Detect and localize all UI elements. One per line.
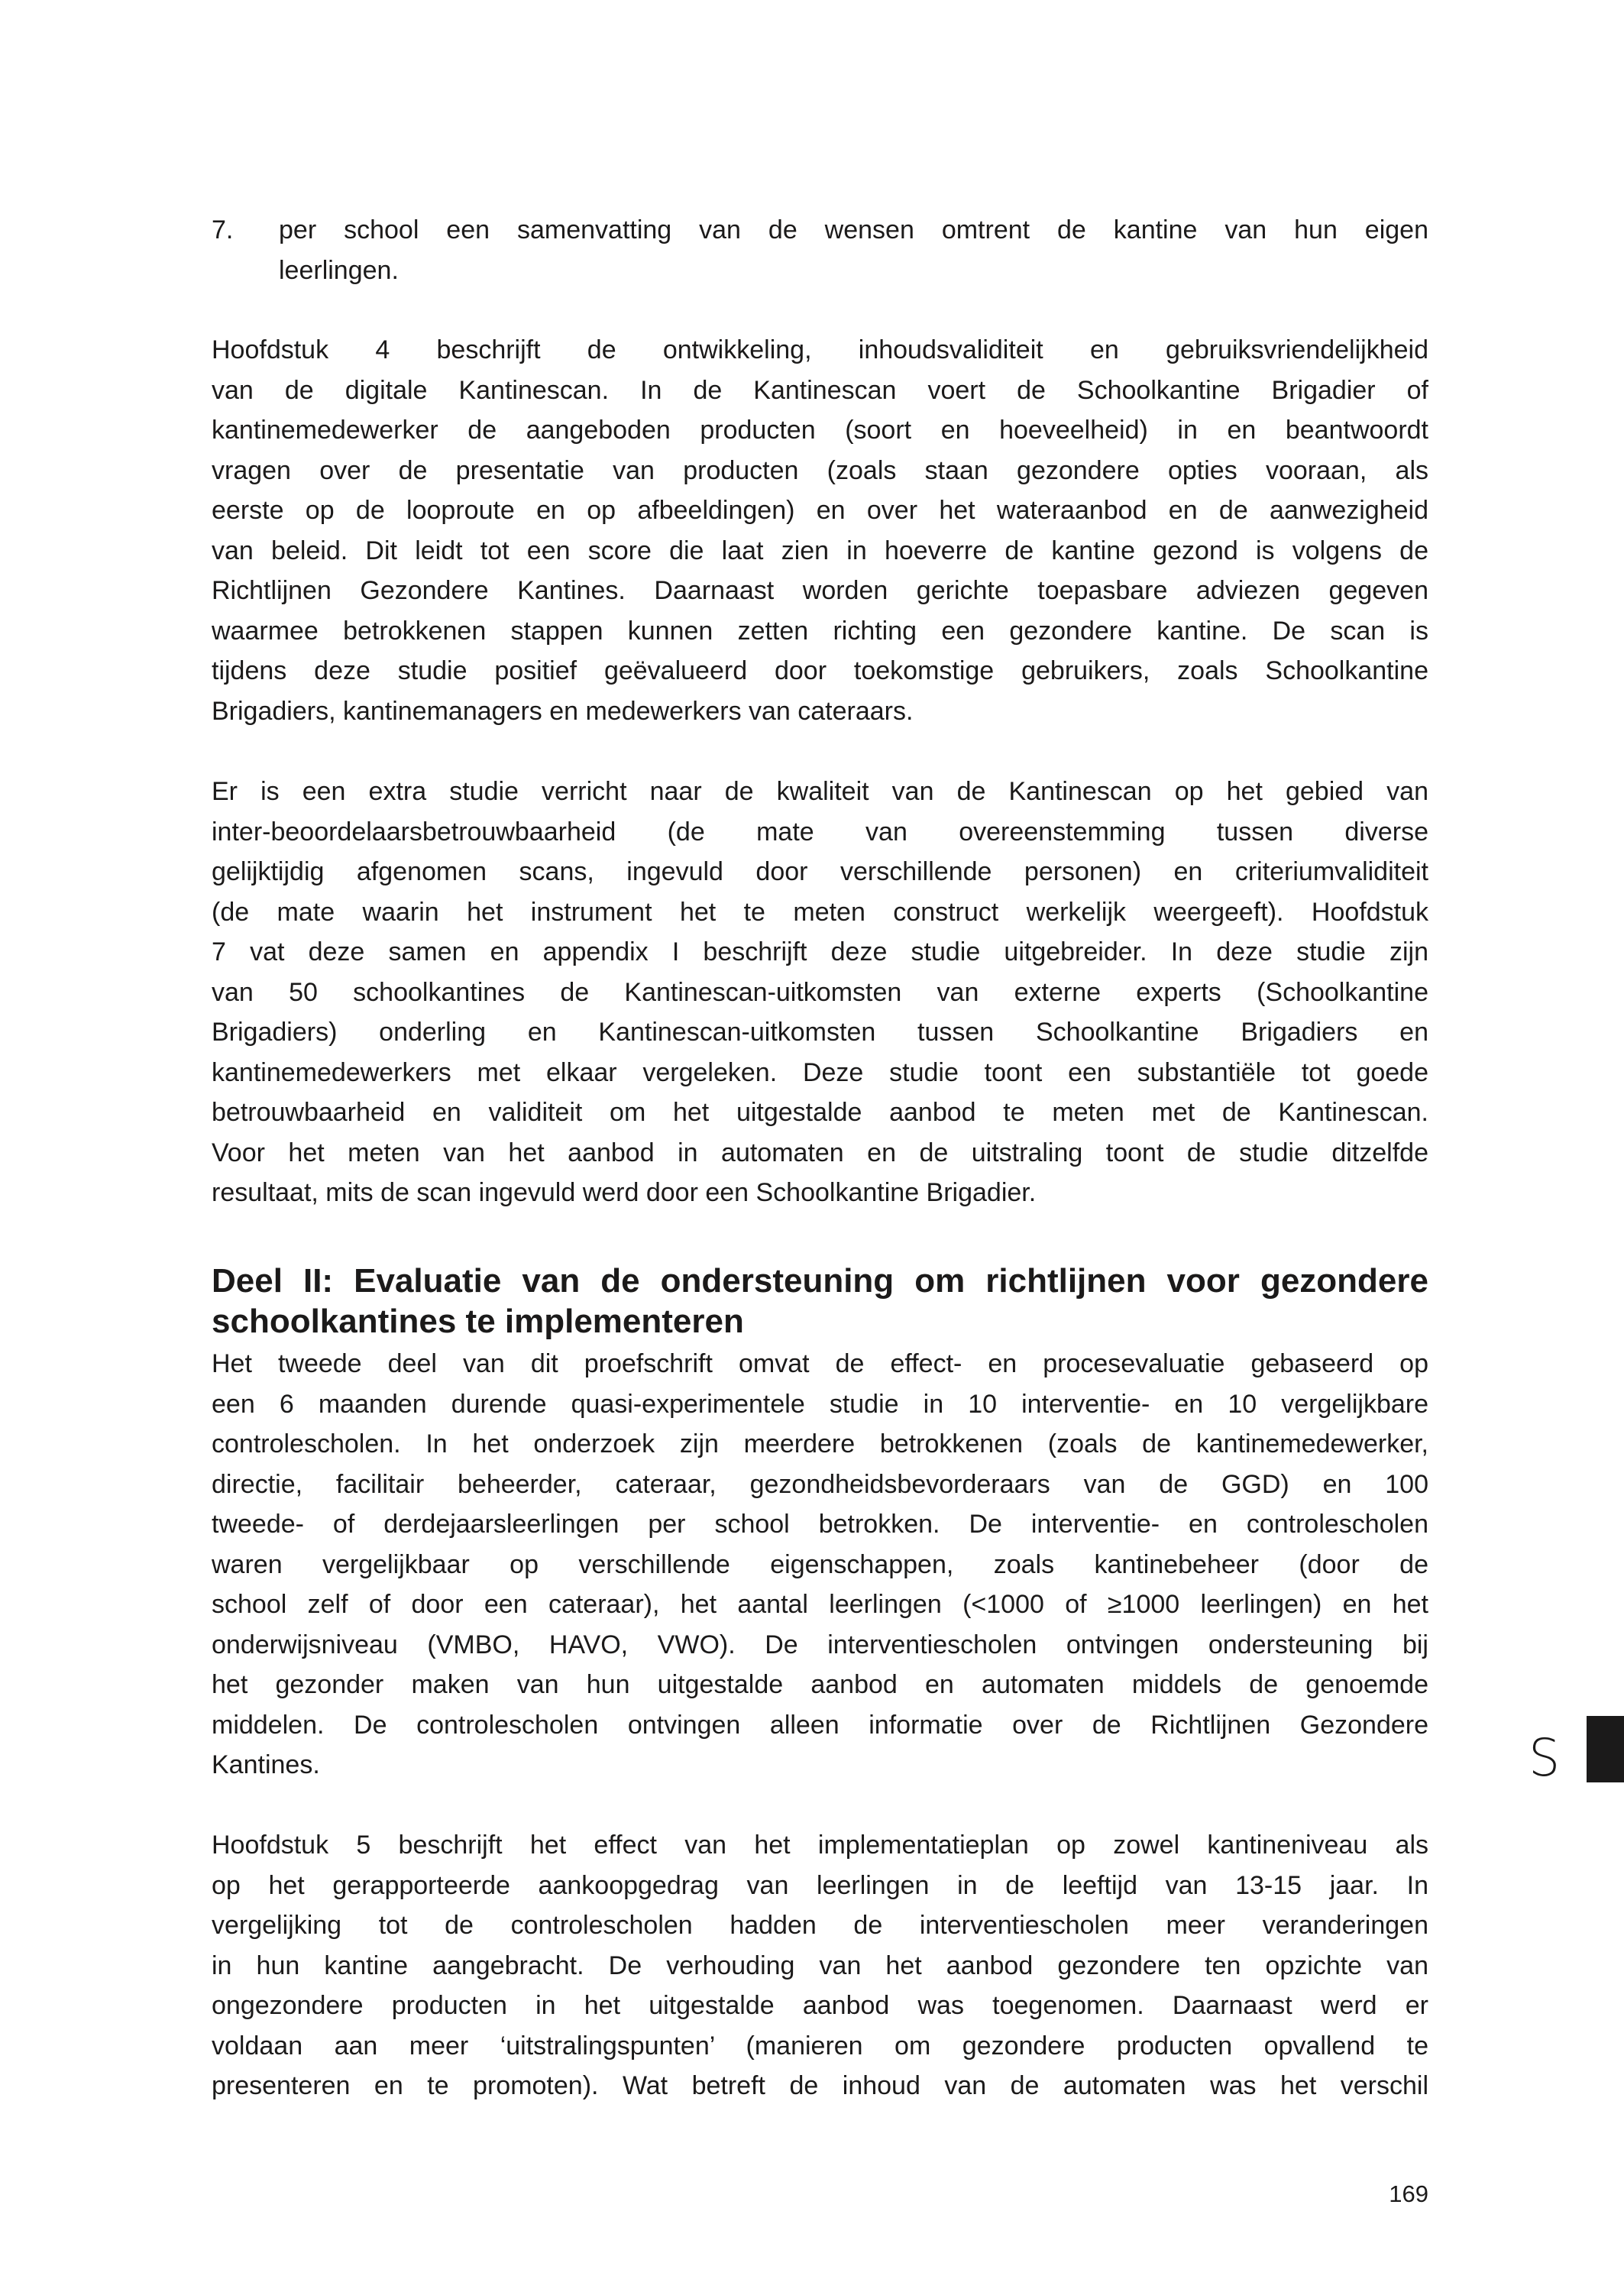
- text-line: kantinemedewerkers met elkaar vergeleken. Deze studie toont een substantiële tot goede: [212, 1057, 1428, 1087]
- text-line: een 6 maanden durende quasi-experimentele studie in 10 interventie- en 10 vergelijkbare: [212, 1389, 1428, 1419]
- paragraph-extra-study: [212, 772, 1428, 1213]
- text-line: Kantines.: [212, 1750, 320, 1779]
- text-line: Voor het meten van het aanbod in automaten en de uitstraling toont de studie ditzelfde: [212, 1138, 1428, 1167]
- text-line: waarmee betrokkenen stappen kunnen zetten richting een gezondere kantine. De scan is: [212, 616, 1428, 646]
- list-item-text: [279, 210, 1428, 290]
- text-line: in hun kantine aangebracht. De verhouding van het aanbod gezondere ten opzichte van: [212, 1950, 1428, 1980]
- text-line: Er is een extra studie verricht naar de kwaliteit van de Kantinescan op het gebied van: [212, 777, 1428, 806]
- text-line: Richtlijnen Gezondere Kantines. Daarnaast worden gerichte toepasbare adviezen gegeven: [212, 576, 1428, 605]
- heading-line: schoolkantines te implementeren: [212, 1303, 744, 1340]
- text-line: Hoofdstuk 5 beschrijft het effect van het implementatieplan op zowel kantineniveau als: [212, 1831, 1428, 1860]
- text-line: controlescholen. In het onderzoek zijn meerdere betrokkenen (zoals de kantinemedewerker,: [212, 1429, 1428, 1458]
- numbered-list-item: [212, 210, 1428, 290]
- text-line: het gezonder maken van hun uitgestalde aanbod en automaten middels de genoemde: [212, 1670, 1428, 1699]
- text-line: Hoofdstuk 4 beschrijft de ontwikkeling, inhoudsvaliditeit en gebruiksvriendelijkheid: [212, 335, 1428, 364]
- text-line: directie, facilitair beheerder, cateraar, gezondheidsbevorderaars van de GGD) en 100: [212, 1469, 1428, 1499]
- text-line: Brigadiers) onderling en Kantinescan-uitkomsten tussen Schoolkantine Brigadiers en: [212, 1018, 1428, 1047]
- text-line: waren vergelijkbaar op verschillende eigenschappen, zoals kantinebeheer (door de: [212, 1549, 1428, 1579]
- text-line: presenteren en te promoten). Wat betreft de inhoud van de automaten was het verschil: [212, 2071, 1428, 2100]
- text-line: vragen over de presentatie van producten (zoals staan gezondere opties vooraan, als: [212, 455, 1428, 485]
- text-line: van beleid. Dit leidt tot een score die laat zien in hoeverre de kantine gezond is volgens de: [212, 536, 1428, 565]
- text-line: van de digitale Kantinescan. In de Kantinescan voert de Schoolkantine Brigadier of: [212, 375, 1428, 405]
- text-line: (de mate waarin het instrument het te meten construct werkelijk weergeeft). Hoofdstuk: [212, 897, 1428, 927]
- chapter-tab-letter: S: [1529, 1728, 1561, 1789]
- text-line: per school een samenvatting van de wensen omtrent de kantine van hun eigen: [279, 215, 1428, 244]
- text-line: tweede- of derdejaarsleerlingen per school betrokken. De interventie- en controlescholen: [212, 1510, 1428, 1539]
- text-line: eerste op de looproute en op afbeeldingen) en over het wateraanbod en de aanwezigheid: [212, 496, 1428, 525]
- text-line: leerlingen.: [279, 255, 399, 285]
- text-line: tijdens deze studie positief geëvalueerd door toekomstige gebruikers, zoals Schoolkantine: [212, 656, 1428, 685]
- paragraph-part-2-intro: [212, 1344, 1428, 1785]
- text-line: middelen. De controlescholen ontvingen alleen informatie over de Richtlijnen Gezondere: [212, 1710, 1428, 1740]
- text-line: Brigadiers, kantinemanagers en medewerkers van cateraars.: [212, 696, 914, 726]
- text-line: school zelf of door een cateraar), het aantal leerlingen (<1000 of ≥1000 leerlingen) en het: [212, 1590, 1428, 1619]
- text-line: vergelijking tot de controlescholen hadden de interventiescholen meer veranderingen: [212, 1911, 1428, 1940]
- text-line: resultaat, mits de scan ingevuld werd door een Schoolkantine Brigadier.: [212, 1178, 1037, 1207]
- paragraph-chapter-5: [212, 1825, 1428, 2106]
- text-line: Het tweede deel van dit proefschrift omvat de effect- en procesevaluatie gebaseerd op: [212, 1349, 1428, 1378]
- text-line: kantinemedewerker de aangeboden producten (soort en hoeveelheid) in en beantwoordt: [212, 416, 1428, 445]
- text-line: op het gerapporteerde aankoopgedrag van leerlingen in de leeftijd van 13-15 jaar. In: [212, 1870, 1428, 1900]
- page-number: 169: [1389, 2180, 1428, 2207]
- section-heading: [212, 1261, 1428, 1342]
- heading-line: Deel II: Evaluatie van de ondersteuning om richtlijnen voor gezondere: [212, 1262, 1428, 1300]
- text-line: betrouwbaarheid en validiteit om het uitgestalde aanbod te meten met de Kantinescan.: [212, 1098, 1428, 1127]
- text-line: van 50 schoolkantines de Kantinescan-uitkomsten van externe experts (Schoolkantine: [212, 977, 1428, 1007]
- text-line: gelijktijdig afgenomen scans, ingevuld door verschillende personen) en criteriumvaliditeit: [212, 857, 1428, 886]
- chapter-tab-marker: [1587, 1716, 1624, 1782]
- list-number: 7.: [212, 215, 234, 244]
- text-line: inter-beoordelaarsbetrouwbaarheid (de mate van overeenstemming tussen diverse: [212, 817, 1428, 847]
- text-line: voldaan aan meer ‘uitstralingspunten’ (manieren om gezondere producten opvallend te: [212, 2031, 1428, 2061]
- text-line: onderwijsniveau (VMBO, HAVO, VWO). De interventiescholen ontvingen ondersteuning bij: [212, 1630, 1428, 1659]
- text-line: 7 vat deze samen en appendix I beschrijft deze studie uitgebreider. In deze studie zijn: [212, 937, 1428, 966]
- text-line: ongezondere producten in het uitgestalde aanbod was toegenomen. Daarnaast werd er: [212, 1991, 1428, 2020]
- paragraph-chapter-4: [212, 330, 1428, 731]
